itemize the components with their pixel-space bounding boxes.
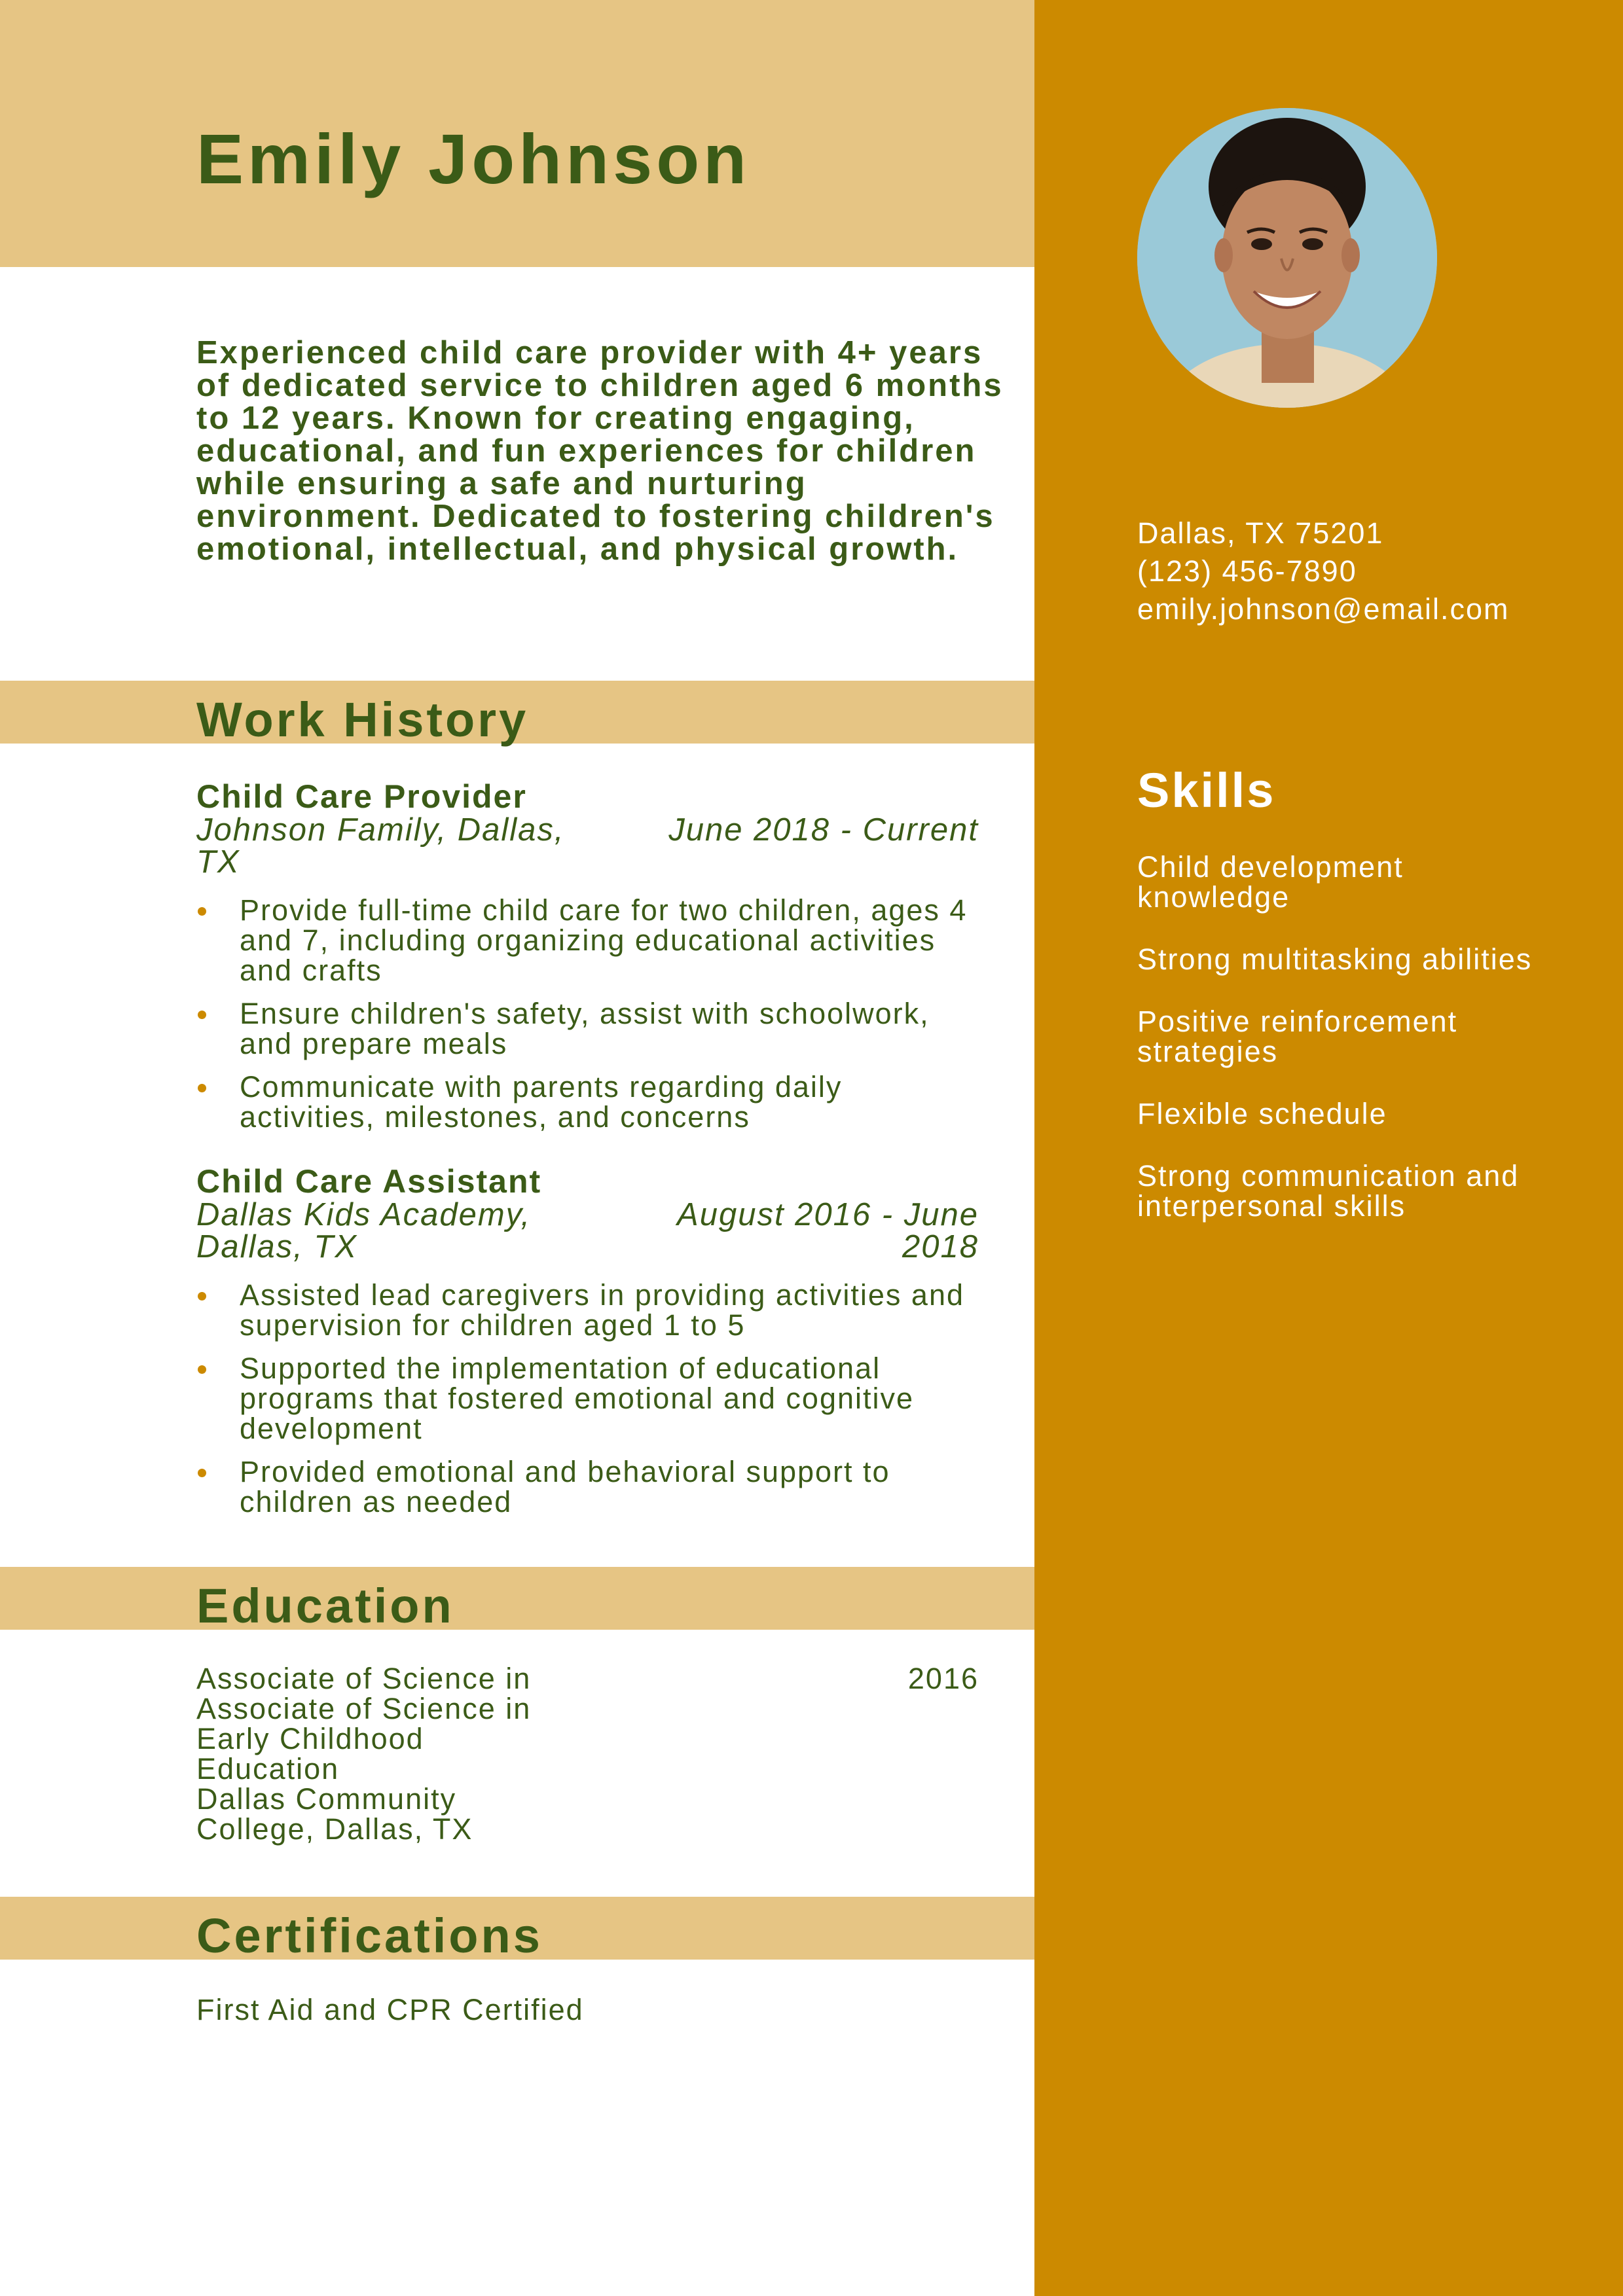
job-title: Child Care Assistant (196, 1163, 542, 1200)
job-entry (196, 1164, 979, 1530)
bullet-dot-icon (198, 1365, 206, 1374)
bullet-item: Supported the implementation of educational programs that fostered emotional and cognitive development (196, 1354, 979, 1444)
profile-photo (1137, 108, 1437, 408)
skill-item: Strong communication and interpersonal skills (1137, 1159, 1520, 1223)
bullet-item: Provided emotional and behavioral support to children as needed (196, 1457, 979, 1517)
professional-summary: Experienced child care provider with 4+ years of dedicated service to children aged 6 months to 12 years. Known for creating engaging, educational, and fun experiences for children while ensuring a safe and nurturing environment. Dedicated to fostering children's emotional, intellectual, and physical growth. (196, 335, 1004, 567)
candidate-name: Emily Johnson (196, 119, 751, 198)
education-heading: Education (196, 1579, 454, 1633)
bullet-dot-icon (198, 1292, 206, 1300)
job-dates: August 2016 - June 2018 (677, 1197, 979, 1265)
job-title: Child Care Provider (196, 778, 527, 815)
certifications-heading: Certifications (196, 1909, 543, 1963)
bullet-dot-icon (198, 907, 206, 916)
skill-item: Positive reinforcement strategies (1137, 1005, 1458, 1068)
skill-item: Child development knowledge (1137, 850, 1404, 914)
bullet-item: Communicate with parents regarding daily activities, milestones, and concerns (196, 1072, 979, 1132)
contact-info (1137, 518, 1556, 632)
job-dates: June 2018 - Current (668, 812, 979, 848)
job-company: Johnson Family, Dallas, TX (196, 812, 565, 880)
education-details: Associate of Science in Associate of Science in Early Childhood Education Dallas Community College, Dallas, TX (196, 1662, 532, 1846)
contact-phone: (123) 456-7890 (1137, 554, 1357, 588)
bullet-item: Ensure children's safety, assist with schoolwork, and prepare meals (196, 999, 979, 1059)
education-year: 2016 (907, 1662, 979, 1695)
job-company: Dallas Kids Academy, Dallas, TX (196, 1197, 532, 1265)
contact-email[interactable]: emily.johnson@email.com (1137, 592, 1510, 626)
skill-item: Flexible schedule (1137, 1097, 1387, 1130)
bullet-item: Provide full-time child care for two children, ages 4 and 7, including organizing educational activities and crafts (196, 895, 979, 986)
bullet-dot-icon (198, 1011, 206, 1019)
avatar-icon (1137, 108, 1437, 408)
job-bullets (196, 895, 979, 1132)
contact-address: Dallas, TX 75201 (1137, 516, 1384, 550)
bullet-item: Assisted lead caregivers in providing activities and supervision for children aged 1 to 5 (196, 1280, 979, 1340)
work-history-heading: Work History (196, 692, 529, 747)
job-bullets (196, 1280, 979, 1517)
job-entry (196, 779, 979, 1145)
education-entry (196, 1664, 979, 1844)
skills-list (1137, 852, 1556, 1253)
bullet-dot-icon (198, 1084, 206, 1092)
education-band (0, 1567, 1034, 1633)
skill-item: Strong multitasking abilities (1137, 942, 1533, 976)
bullet-dot-icon (198, 1469, 206, 1477)
certification-item: First Aid and CPR Certified (196, 1993, 584, 2026)
skills-heading: Skills (1137, 763, 1276, 817)
